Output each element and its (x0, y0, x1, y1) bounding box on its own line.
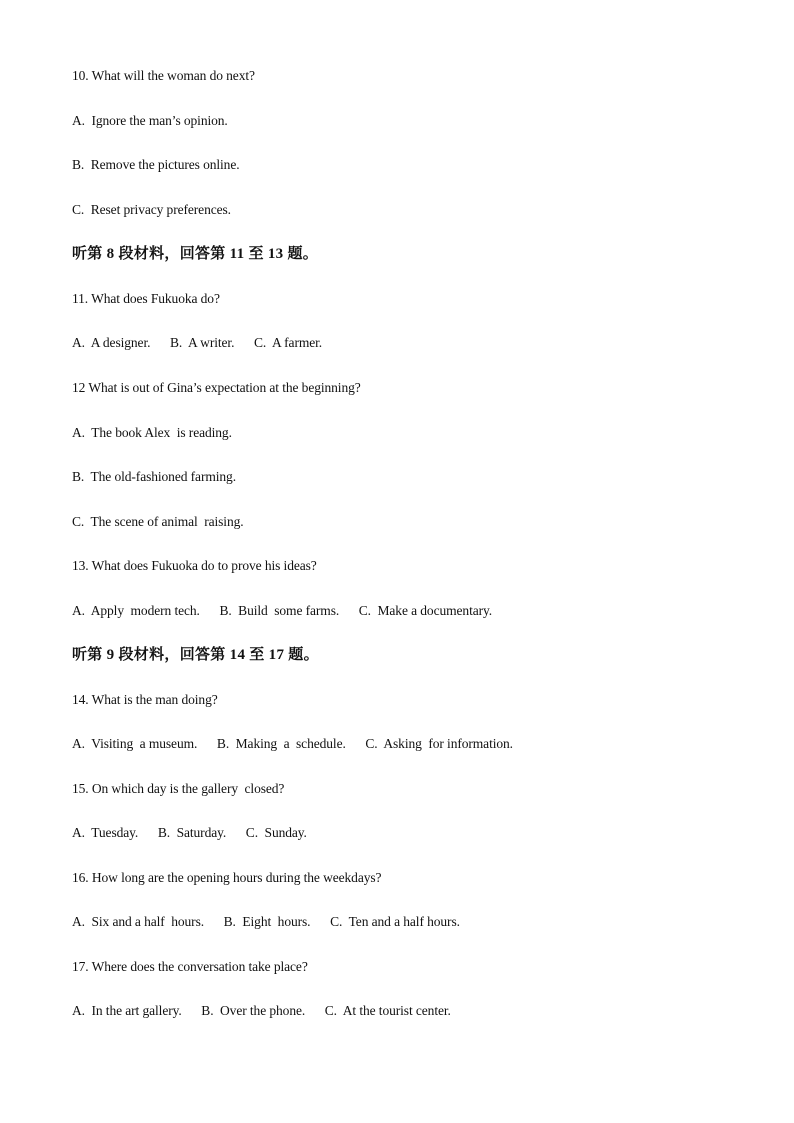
question-12-stem: 12 What is out of Gina’s expectation at the beginning? (72, 380, 361, 395)
question-12-option-b: B. The old-fashioned farming. (72, 469, 236, 484)
question-10-option-c: C. Reset privacy preferences. (72, 202, 231, 217)
question-17-stem: 17. Where does the conversation take place? (72, 959, 308, 974)
question-14-stem: 14. What is the man doing? (72, 692, 218, 707)
question-15-options: A. Tuesday. B. Saturday. C. Sunday. (72, 825, 307, 840)
question-12-option-a: A. The book Alex is reading. (72, 425, 232, 440)
question-16-stem: 16. How long are the opening hours during the weekdays? (72, 870, 382, 885)
question-10-option-b: B. Remove the pictures online. (72, 157, 240, 172)
question-17-options: A. In the art gallery. B. Over the phone. C. At the tourist center. (72, 1003, 451, 1018)
section-9-heading: 听第 9 段材料，回答第 14 至 17 题。 (72, 647, 319, 663)
section-8-heading: 听第 8 段材料，回答第 11 至 13 题。 (72, 246, 319, 262)
question-13-stem: 13. What does Fukuoka do to prove his ideas? (72, 558, 317, 573)
question-11-options: A. A designer. B. A writer. C. A farmer. (72, 335, 323, 350)
question-14-options: A. Visiting a museum. B. Making a schedule. C. Asking for information. (72, 736, 513, 751)
question-12-option-c: C. The scene of animal raising. (72, 514, 244, 529)
question-13-options: A. Apply modern tech. B. Build some farms. C. Make a documentary. (72, 603, 493, 618)
question-11-stem: 11. What does Fukuoka do? (72, 291, 220, 306)
question-15-stem: 15. On which day is the gallery closed? (72, 781, 285, 796)
question-16-options: A. Six and a half hours. B. Eight hours. C. Ten and a half hours. (72, 914, 460, 929)
question-10-option-a: A. Ignore the man’s opinion. (72, 113, 228, 128)
question-10-stem: 10. What will the woman do next? (72, 68, 255, 83)
